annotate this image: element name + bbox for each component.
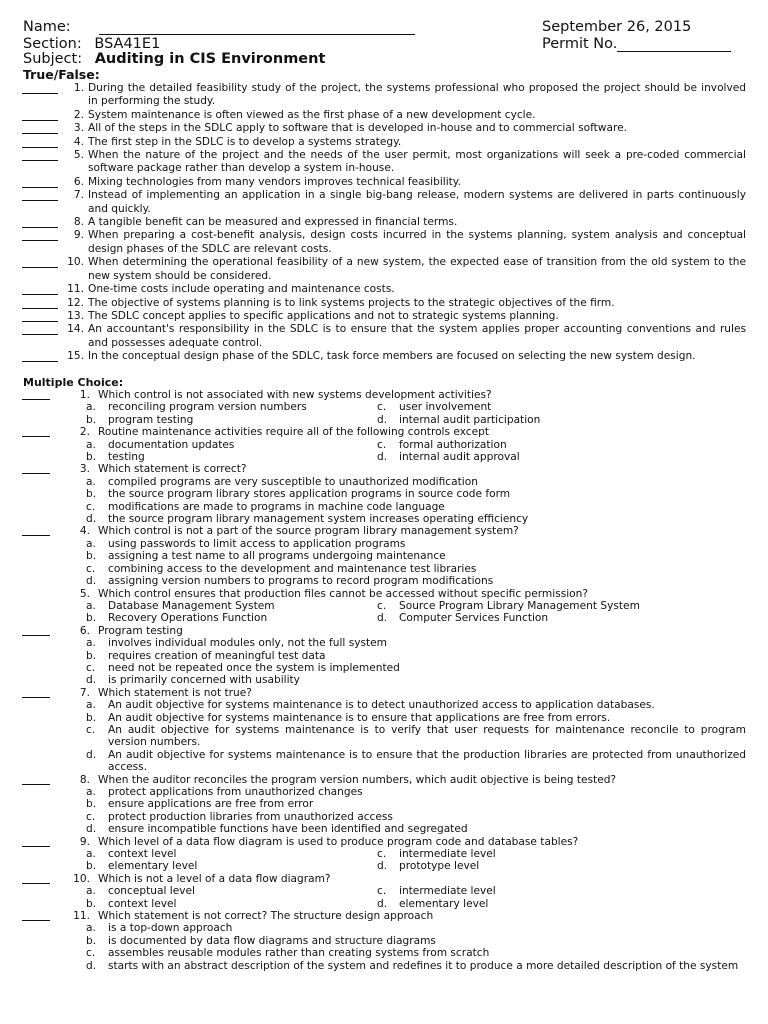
- tf-item: 14. An accountant's responsibility in the SDLC is to ensure that the system applies proper accounting conventions and rules and possesses adequate control.: [22, 323, 746, 350]
- choice-a[interactable]: a. involves individual modules only, not the full system: [86, 637, 388, 650]
- answer-blank[interactable]: [22, 625, 50, 636]
- answer-blank[interactable]: [22, 774, 50, 785]
- choice-b[interactable]: b. testing: [86, 451, 145, 464]
- choice-d[interactable]: d. is primarily concerned with usability: [86, 674, 300, 687]
- answer-blank[interactable]: [22, 910, 50, 921]
- mc-question: 9. Which level of a data flow diagram is used to produce program code and database tables? a. context level c. intermediate level b. elementary level d. prototype level: [22, 836, 746, 873]
- tf-item: 6. Mixing technologies from many vendors improves technical feasibility.: [22, 176, 746, 189]
- choice-a[interactable]: a. reconciling program version numbers: [86, 401, 307, 414]
- choice-d[interactable]: d. elementary level: [377, 897, 489, 910]
- tf-item: 2. System maintenance is often viewed as the first phase of a new development cycle.: [22, 109, 746, 122]
- choice-c[interactable]: c. intermediate level: [377, 848, 496, 861]
- multiple-choice-title: Multiple Choice:: [23, 376, 124, 389]
- choice-a[interactable]: a. conceptual level: [86, 885, 195, 898]
- choice-d[interactable]: d. ensure incompatible functions have been identified and segregated: [86, 823, 468, 836]
- answer-blank[interactable]: [22, 463, 50, 474]
- choice-b[interactable]: b. is documented by data flow diagrams and structure diagrams: [86, 934, 436, 947]
- answer-blank[interactable]: [22, 256, 58, 268]
- choice-a[interactable]: a. Database Management System: [86, 599, 275, 612]
- choice-b[interactable]: b. assigning a test name to all programs undergoing maintenance: [86, 550, 446, 563]
- tf-item: 8. A tangible benefit can be measured and expressed in financial terms.: [22, 216, 746, 229]
- choice-c[interactable]: c. protect production libraries from unauthorized access: [86, 810, 393, 823]
- tf-item: 1. During the detailed feasibility study of the project, the systems professional who proposed the project should be involved in performing the study.: [22, 82, 746, 109]
- mc-question: 6. Program testing a. involves individual modules only, not the full system b. requires creation of meaningful test data c. need not be repeated once the system is implemented d. is primarily concerned with usability: [22, 625, 746, 687]
- choice-d[interactable]: d. prototype level: [377, 860, 480, 873]
- name-row: [23, 19, 415, 35]
- tf-item: 10. When determining the operational feasibility of a new system, the expected ease of transition from the old system to the new system should be considered.: [22, 256, 746, 283]
- name-field-line[interactable]: [99, 34, 415, 35]
- tf-item: 15. In the conceptual design phase of the SDLC, task force members are focused on selecting the new system design.: [22, 350, 746, 363]
- answer-blank[interactable]: [22, 189, 58, 201]
- answer-blank[interactable]: [22, 389, 50, 400]
- answer-blank[interactable]: [22, 310, 58, 322]
- choice-b[interactable]: b. the source program library stores application programs in source code form: [86, 488, 511, 501]
- choice-d[interactable]: d. Computer Services Function: [377, 612, 549, 625]
- mc-question: 10. Which is not a level of a data flow diagram? a. conceptual level c. intermediate level b. context level d. elementary level: [22, 873, 746, 910]
- true-false-list: [22, 82, 746, 364]
- choice-c[interactable]: c. intermediate level: [377, 885, 496, 898]
- subject-value: Auditing in CIS Environment: [94, 51, 326, 67]
- choice-b[interactable]: b. context level: [86, 897, 177, 910]
- choice-b[interactable]: b. elementary level: [86, 860, 198, 873]
- tf-item: 9. When preparing a cost-benefit analysis, design costs incurred in the systems planning, system analysis and conceptual design phases of the SDLC are relevant costs.: [22, 229, 746, 256]
- answer-blank[interactable]: [22, 588, 50, 598]
- choice-c[interactable]: c. Source Program Library Management System: [377, 599, 640, 612]
- choice-a[interactable]: a. is a top-down approach: [86, 922, 233, 935]
- answer-blank[interactable]: [22, 176, 58, 188]
- tf-item: 12. The objective of systems planning is to link systems projects to the strategic objectives of the firm.: [22, 297, 746, 310]
- answer-blank[interactable]: [22, 283, 58, 295]
- choice-c[interactable]: c. modifications are made to programs in machine code language: [86, 500, 445, 513]
- mc-question: 1. Which control is not associated with new systems development activities? a. reconciling program version numbers c. user involvement b. program testing d. internal audit participation: [22, 389, 746, 426]
- choice-c[interactable]: c. An audit objective for systems maintenance is to verify that user requests for maintenance reconcile to program version numbers.: [86, 723, 746, 749]
- answer-blank[interactable]: [22, 216, 58, 228]
- answer-blank[interactable]: [22, 323, 58, 335]
- choice-d[interactable]: d. internal audit approval: [377, 451, 520, 464]
- answer-blank[interactable]: [22, 687, 50, 698]
- permit-row: [542, 36, 731, 52]
- true-false-title: True/False:: [23, 67, 100, 82]
- answer-blank[interactable]: [22, 229, 58, 241]
- permit-label: Permit No.: [542, 36, 618, 52]
- choice-a[interactable]: a. using passwords to limit access to application programs: [86, 537, 406, 550]
- choice-c[interactable]: c. need not be repeated once the system is implemented: [86, 661, 400, 674]
- permit-field-line[interactable]: [617, 51, 731, 52]
- choice-c[interactable]: c. assembles reusable modules rather than creating systems from scratch: [86, 947, 490, 960]
- answer-blank[interactable]: [22, 350, 58, 362]
- choice-c[interactable]: c. combining access to the development and maintenance test libraries: [86, 562, 477, 575]
- answer-blank[interactable]: [22, 836, 50, 847]
- choice-d[interactable]: d. internal audit participation: [377, 413, 541, 426]
- mc-question: 2. Routine maintenance activities require all of the following controls except a. documentation updates c. formal authorization b. testing d. internal audit approval: [22, 426, 746, 463]
- answer-blank[interactable]: [22, 82, 58, 94]
- mc-question: 3. Which statement is correct? a. compiled programs are very susceptible to unauthorized modification b. the source program library stores application programs in source code form c. modifications are made to programs in machine code language d. the source program library management system increases operating efficiency: [22, 463, 746, 525]
- section-label: Section:: [23, 36, 82, 52]
- tf-item: 3. All of the steps in the SDLC apply to software that is developed in-house and to commercial software.: [22, 122, 746, 135]
- answer-blank[interactable]: [22, 109, 58, 121]
- choice-b[interactable]: b. requires creation of meaningful test data: [86, 649, 326, 662]
- tf-item: 13. The SDLC concept applies to specific applications and not to strategic systems planning.: [22, 310, 746, 323]
- choice-b[interactable]: b. ensure applications are free from error: [86, 798, 314, 811]
- choice-a[interactable]: a. protect applications from unauthorized changes: [86, 786, 363, 798]
- choice-d[interactable]: d. the source program library management system increases operating efficiency: [86, 513, 529, 526]
- answer-blank[interactable]: [22, 426, 50, 437]
- choice-b[interactable]: b. An audit objective for systems maintenance is to ensure that applications are free from errors.: [86, 711, 611, 724]
- tf-item: 11. One-time costs include operating and maintenance costs.: [22, 283, 746, 296]
- answer-blank[interactable]: [22, 122, 58, 134]
- choice-a[interactable]: a. compiled programs are very susceptible to unauthorized modification: [86, 475, 478, 488]
- choice-c[interactable]: c. formal authorization: [377, 438, 507, 451]
- answer-blank[interactable]: [22, 873, 50, 884]
- mc-question: 7. Which statement is not true? a. An audit objective for systems maintenance is to detect unauthorized access to application databases. b. An audit objective for systems maintenance is to ensure that applications are free from errors. c. An audit objective for systems maintenance is to verify that user requests for maintenance reconcile to program version numbers. d. An audit objective for systems maintenance is to ensure that the production libraries are protected from unauthorized access.: [22, 687, 746, 774]
- choice-d[interactable]: d. starts with an abstract description of the system and redefines it to produce a more detailed description of the system: [86, 959, 739, 972]
- mc-question: 11. Which statement is not correct? The structure design approach a. is a top-down approach b. is documented by data flow diagrams and structure diagrams c. assembles reusable modules rather than creating systems from scratch d. starts with an abstract description of the system and redefines it to produce a more detailed description of the system: [22, 910, 746, 972]
- answer-blank[interactable]: [22, 136, 58, 148]
- choice-a[interactable]: a. An audit objective for systems maintenance is to detect unauthorized access to application databases.: [86, 699, 655, 712]
- choice-a[interactable]: a. context level: [86, 848, 177, 861]
- mc-question: 5. Which control ensures that production files cannot be accessed without specific permission? a. Database Management System c. Source Program Library Management System b. Recovery Operations Function d. Computer Services Function: [22, 588, 746, 625]
- choice-a[interactable]: a. documentation updates: [86, 438, 235, 451]
- subject-row: [23, 51, 325, 67]
- choice-c[interactable]: c. user involvement: [377, 401, 492, 414]
- section-value: BSA41E1: [94, 36, 161, 52]
- mc-question: 4. Which control is not a part of the source program library management system? a. using passwords to limit access to application programs b. assigning a test name to all programs undergoing maintenance c. combining access to the development and maintenance test libraries d. assigning version numbers to programs to record program modifications: [22, 525, 746, 587]
- mc-question: 8. When the auditor reconciles the program version numbers, which audit objective is being tested? a. protect applications from unauthorized changes b. ensure applications are free from error c. protect production libraries from unauthorized access d. ensure incompatible functions have been identified and segregated: [22, 774, 746, 836]
- tf-item: 4. The first step in the SDLC is to develop a systems strategy.: [22, 136, 746, 149]
- name-label: Name:: [23, 19, 71, 35]
- answer-blank[interactable]: [22, 297, 58, 309]
- choice-d[interactable]: d. assigning version numbers to programs to record program modifications: [86, 575, 494, 588]
- answer-blank[interactable]: [22, 149, 58, 161]
- multiple-choice-list: [22, 389, 746, 972]
- subject-label: Subject:: [23, 51, 83, 67]
- date: September 26, 2015: [542, 19, 692, 35]
- section-row: [23, 36, 160, 52]
- choice-b[interactable]: b. Recovery Operations Function: [86, 612, 268, 625]
- answer-blank[interactable]: [22, 525, 50, 536]
- choice-d[interactable]: d. An audit objective for systems maintenance is to ensure that the production libraries are protected from unauthorized access.: [86, 748, 746, 774]
- tf-item: 7. Instead of implementing an application in a single big-bang release, modern systems are delivered in parts continuously and quickly.: [22, 189, 746, 216]
- choice-b[interactable]: b. program testing: [86, 413, 194, 426]
- tf-item: 5. When the nature of the project and the needs of the user permit, most organizations will seek a pre-coded commercial software package rather than develop a system in-house.: [22, 149, 746, 176]
